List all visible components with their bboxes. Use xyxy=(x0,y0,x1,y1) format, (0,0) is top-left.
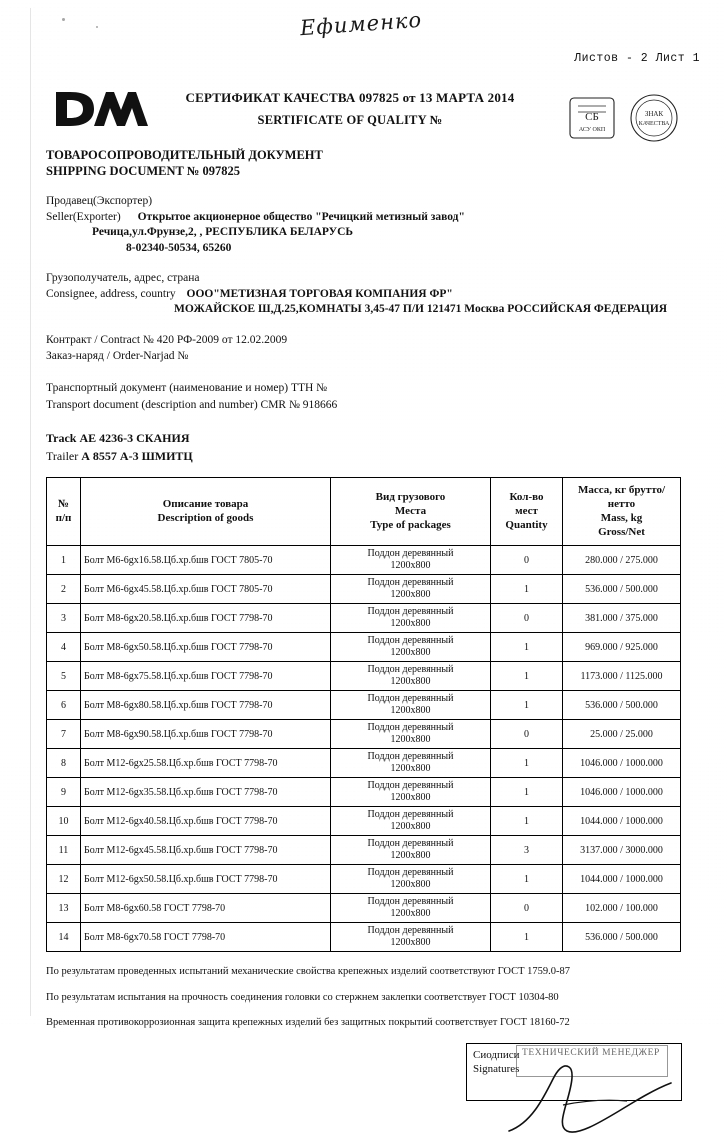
cell-package-line2: 1200х800 xyxy=(390,879,431,891)
cell-mass: 280.000 / 275.000 xyxy=(563,546,681,575)
svg-text:ЗНАК: ЗНАК xyxy=(644,110,664,118)
cell-description: Болт М12-6gх25.58.Цб.хр.бшв ГОСТ 7798-70 xyxy=(81,749,331,778)
table-row xyxy=(47,720,681,749)
consignee-label-ru: Грузополучатель, адрес, страна xyxy=(46,272,200,285)
cell-mass: 1173.000 / 1125.000 xyxy=(563,662,681,691)
cell-quantity: 1 xyxy=(491,633,563,662)
cell-description: Болт М8-6gх90.58.Цб.хр.бшв ГОСТ 7798-70 xyxy=(81,720,331,749)
transport-block xyxy=(46,380,680,413)
cell-mass: 969.000 / 925.000 xyxy=(563,633,681,662)
cell-package-line1: Поддон деревянный xyxy=(367,664,454,676)
trailer-label: Trailer xyxy=(46,449,82,464)
cell-quantity: 1 xyxy=(491,923,563,952)
cell-package-line1: Поддон деревянный xyxy=(367,548,454,560)
cell-description: Болт М8-6gх60.58 ГОСТ 7798-70 xyxy=(81,894,331,923)
cell-package-line2: 1200х800 xyxy=(390,647,431,659)
cell-number: 7 xyxy=(47,720,81,749)
col-quantity-ru1: Кол-во xyxy=(509,491,544,504)
signature-stamp-text: ТЕХНИЧЕСКИЙ МЕНЕДЖЕР xyxy=(522,1047,660,1058)
cell-number: 14 xyxy=(47,923,81,952)
cell-mass: 1046.000 / 1000.000 xyxy=(563,749,681,778)
cell-quantity: 1 xyxy=(491,807,563,836)
trailer-line xyxy=(46,447,680,465)
cell-package-line2: 1200х800 xyxy=(390,763,431,775)
signature-label-ru: Сиодписи xyxy=(473,1048,520,1061)
shipping-document-heading-en: SHIPPING DOCUMENT № 097825 xyxy=(46,164,240,178)
cell-mass: 536.000 / 500.000 xyxy=(563,923,681,952)
cell-package-line1: Поддон деревянный xyxy=(367,867,454,879)
table-row xyxy=(47,836,681,865)
col-number xyxy=(47,478,81,546)
scan-speck xyxy=(96,26,98,28)
certificate-title-block xyxy=(150,90,550,128)
cell-package-line2: 1200х800 xyxy=(390,937,431,949)
col-description-ru: Описание товара xyxy=(162,498,249,511)
col-quantity-ru2: мест xyxy=(515,504,538,517)
cell-number: 12 xyxy=(47,865,81,894)
table-row xyxy=(47,894,681,923)
svg-text:СБ: СБ xyxy=(585,111,599,123)
cell-package-line2: 1200х800 xyxy=(390,821,431,833)
col-description xyxy=(81,478,331,546)
cell-description: Болт М6-6gх45.58.Цб.хр.бшв ГОСТ 7805-70 xyxy=(81,575,331,604)
svg-text:АСУ ОКП: АСУ ОКП xyxy=(578,127,606,133)
note-2: По результатам испытания на прочность соединения головки со стержнем заклепки соответствует ГОСТ 10304-80 xyxy=(46,991,559,1003)
track-label: Track xyxy=(46,431,80,446)
cell-description: Болт М8-6gх80.58.Цб.хр.бшв ГОСТ 7798-70 xyxy=(81,691,331,720)
seller-block xyxy=(46,194,680,256)
handwritten-signature-bottom xyxy=(501,1053,691,1143)
contract-number xyxy=(46,332,680,349)
table-row xyxy=(47,923,681,952)
cell-quantity: 1 xyxy=(491,575,563,604)
cell-package xyxy=(331,749,491,778)
cell-package-line2: 1200х800 xyxy=(390,618,431,630)
cell-package-line2: 1200х800 xyxy=(390,734,431,746)
col-quantity-en: Quantity xyxy=(505,518,548,531)
consignee-name: ООО"МЕТИЗНАЯ ТОРГОВАЯ КОМПАНИЯ ФР" xyxy=(186,287,453,300)
col-packages-en: Type of packages xyxy=(370,518,451,531)
cell-number: 11 xyxy=(47,836,81,865)
cell-quantity: 0 xyxy=(491,720,563,749)
cell-number: 1 xyxy=(47,546,81,575)
col-number-line1: № xyxy=(57,498,70,511)
transport-document-ru: Транспортный документ (наименование и номер) ТТН № xyxy=(46,381,328,394)
cell-package xyxy=(331,633,491,662)
table-row xyxy=(47,807,681,836)
col-mass-en: Gross/Net xyxy=(598,525,645,538)
cell-package xyxy=(331,836,491,865)
cell-package-line1: Поддон деревянный xyxy=(367,809,454,821)
cell-number: 6 xyxy=(47,691,81,720)
cell-package-line1: Поддон деревянный xyxy=(367,751,454,763)
track-line xyxy=(46,429,680,447)
cell-mass: 1044.000 / 1000.000 xyxy=(563,807,681,836)
cell-package xyxy=(331,575,491,604)
goods-table-body xyxy=(47,546,681,952)
cell-package-line1: Поддон деревянный xyxy=(367,896,454,908)
table-row xyxy=(47,778,681,807)
transport-document-en: Transport document (description and number) CMR № 918666 xyxy=(46,398,338,411)
cell-package xyxy=(331,546,491,575)
goods-table xyxy=(46,477,681,952)
col-mass xyxy=(563,478,681,546)
cell-package-line2: 1200х800 xyxy=(390,560,431,572)
cell-package-line2: 1200х800 xyxy=(390,676,431,688)
table-row xyxy=(47,604,681,633)
cell-description: Болт М12-6gх45.58.Цб.хр.бшв ГОСТ 7798-70 xyxy=(81,836,331,865)
seller-address: Речица,ул.Фрунзе,2, , РЕСПУБЛИКА БЕЛАРУСЬ xyxy=(92,226,354,239)
cell-package xyxy=(331,923,491,952)
cell-package-line1: Поддон деревянный xyxy=(367,838,454,850)
consignee-label-en xyxy=(46,287,680,303)
conformance-notes xyxy=(46,966,680,1029)
cell-package xyxy=(331,720,491,749)
certificate-title-ru: СЕРТИФИКАТ КАЧЕСТВА 097825 от 13 МАРТА 2014 xyxy=(185,90,515,105)
company-logo xyxy=(54,88,150,130)
cell-quantity: 1 xyxy=(491,662,563,691)
trailer-value: А 8557 А-3 ШМИТЦ xyxy=(81,449,193,464)
contract-number-text: Контракт / Contract № 420 РФ-2009 от 12.02.2009 xyxy=(46,333,288,346)
signature-label-en: Signatures xyxy=(473,1063,520,1076)
cell-mass: 536.000 / 500.000 xyxy=(563,691,681,720)
cell-package-line1: Поддон деревянный xyxy=(367,693,454,705)
cell-quantity: 1 xyxy=(491,691,563,720)
cell-quantity: 0 xyxy=(491,546,563,575)
seller-label-en-text: Seller(Exporter) xyxy=(46,210,121,223)
cell-mass: 1046.000 / 1000.000 xyxy=(563,778,681,807)
cell-mass: 1044.000 / 1000.000 xyxy=(563,865,681,894)
sheets-count-label: Листов - 2 Лист 1 xyxy=(574,52,700,65)
consignee-label-en-text: Consignee, address, country xyxy=(46,287,176,300)
table-row xyxy=(47,546,681,575)
cell-mass: 25.000 / 25.000 xyxy=(563,720,681,749)
cell-package xyxy=(331,604,491,633)
cell-package xyxy=(331,807,491,836)
cell-quantity: 3 xyxy=(491,836,563,865)
cell-mass: 102.000 / 100.000 xyxy=(563,894,681,923)
col-mass-ru2: Mass, kg xyxy=(600,511,643,524)
cell-mass: 536.000 / 500.000 xyxy=(563,575,681,604)
col-packages xyxy=(331,478,491,546)
seller-label-en xyxy=(46,210,680,226)
scan-edge-line xyxy=(30,8,31,1016)
svg-text:КАЧЕСТВА: КАЧЕСТВА xyxy=(638,121,670,127)
cell-package-line2: 1200х800 xyxy=(390,908,431,920)
track-block xyxy=(46,429,680,465)
cell-number: 8 xyxy=(47,749,81,778)
cell-number: 3 xyxy=(47,604,81,633)
cell-quantity: 1 xyxy=(491,778,563,807)
cell-number: 9 xyxy=(47,778,81,807)
col-number-line2: п/п xyxy=(55,511,72,524)
table-header-row xyxy=(47,478,681,546)
note-3: Временная противокоррозионная защита крепежных изделий без защитных покрытий соответствует ГОСТ 18160-72 xyxy=(46,1017,570,1029)
cell-number: 10 xyxy=(47,807,81,836)
col-quantity xyxy=(491,478,563,546)
table-row xyxy=(47,575,681,604)
cell-package xyxy=(331,691,491,720)
cell-description: Болт М12-6gх40.58.Цб.хр.бшв ГОСТ 7798-70 xyxy=(81,807,331,836)
table-row xyxy=(47,662,681,691)
cell-quantity: 1 xyxy=(491,749,563,778)
cell-description: Болт М8-6gх70.58 ГОСТ 7798-70 xyxy=(81,923,331,952)
cell-mass: 381.000 / 375.000 xyxy=(563,604,681,633)
col-packages-ru1: Вид грузового xyxy=(375,491,446,504)
cell-number: 2 xyxy=(47,575,81,604)
seller-label-ru: Продавец(Экспортер) xyxy=(46,195,153,207)
cell-package-line2: 1200х800 xyxy=(390,792,431,804)
cell-package-line1: Поддон деревянный xyxy=(367,925,454,937)
cell-package-line1: Поддон деревянный xyxy=(367,780,454,792)
consignee-address: МОЖАЙСКОЕ Ш,Д.25,КОМНАТЫ 3,45-47 П/И 121471 Москва РОССИЙСКАЯ ФЕДЕРАЦИЯ xyxy=(174,303,668,316)
certificate-title-en: SERTIFICATE OF QUALITY № xyxy=(257,113,443,127)
seller-phone: 8-02340-50534, 65260 xyxy=(126,241,232,254)
col-description-en: Description of goods xyxy=(157,511,254,524)
shipping-document-heading-ru: ТОВАРОСОПРОВОДИТЕЛЬНЫЙ ДОКУМЕНТ xyxy=(46,148,323,162)
cell-mass: 3137.000 / 3000.000 xyxy=(563,836,681,865)
handwritten-signature-top: Ефименко xyxy=(299,7,423,41)
cell-package-line2: 1200х800 xyxy=(390,850,431,862)
document-body xyxy=(46,148,680,1133)
cell-description: Болт М8-6gх50.58.Цб.хр.бшв ГОСТ 7798-70 xyxy=(81,633,331,662)
col-packages-ru2: Места xyxy=(394,504,427,517)
cell-description: Болт М12-6gх35.58.Цб.хр.бшв ГОСТ 7798-70 xyxy=(81,778,331,807)
cell-package-line1: Поддон деревянный xyxy=(367,635,454,647)
cell-package xyxy=(331,894,491,923)
cell-package xyxy=(331,865,491,894)
goods-table-head xyxy=(47,478,681,546)
cell-package-line1: Поддон деревянный xyxy=(367,606,454,618)
cell-package-line2: 1200х800 xyxy=(390,705,431,717)
cell-package-line2: 1200х800 xyxy=(390,589,431,601)
order-narjad: Заказ-наряд / Order-Narjad № xyxy=(46,350,189,363)
consignee-block xyxy=(46,271,680,318)
track-value: АЕ 4236-3 СКАНИЯ xyxy=(79,431,190,446)
cell-quantity: 0 xyxy=(491,894,563,923)
cell-number: 4 xyxy=(47,633,81,662)
cell-package-line1: Поддон деревянный xyxy=(367,722,454,734)
cell-quantity: 1 xyxy=(491,865,563,894)
cell-description: Болт М8-6gх75.58.Цб.хр.бшв ГОСТ 7798-70 xyxy=(81,662,331,691)
scan-speck xyxy=(62,18,65,21)
col-mass-ru1: Масса, кг брутто/нетто xyxy=(577,484,666,511)
cell-description: Болт М6-6gх16.58.Цб.хр.бшв ГОСТ 7805-70 xyxy=(81,546,331,575)
cell-number: 5 xyxy=(47,662,81,691)
cell-description: Болт М8-6gх20.58.Цб.хр.бшв ГОСТ 7798-70 xyxy=(81,604,331,633)
table-row xyxy=(47,691,681,720)
contract-block xyxy=(46,332,680,365)
cell-description: Болт М12-6gх50.58.Цб.хр.бшв ГОСТ 7798-70 xyxy=(81,865,331,894)
cell-package xyxy=(331,778,491,807)
quality-stamps xyxy=(568,92,688,146)
signature-area xyxy=(46,1043,680,1133)
table-row xyxy=(47,633,681,662)
note-1: По результатам проведенных испытаний механические свойства крепежных изделий соответствуют ГОСТ 1759.0-87 xyxy=(46,966,571,978)
cell-number: 13 xyxy=(47,894,81,923)
cell-package xyxy=(331,662,491,691)
cell-quantity: 0 xyxy=(491,604,563,633)
cell-package-line1: Поддон деревянный xyxy=(367,577,454,589)
seller-name: Открытое акционерное общество "Речицкий метизный завод" xyxy=(137,210,465,223)
table-row xyxy=(47,749,681,778)
table-row xyxy=(47,865,681,894)
